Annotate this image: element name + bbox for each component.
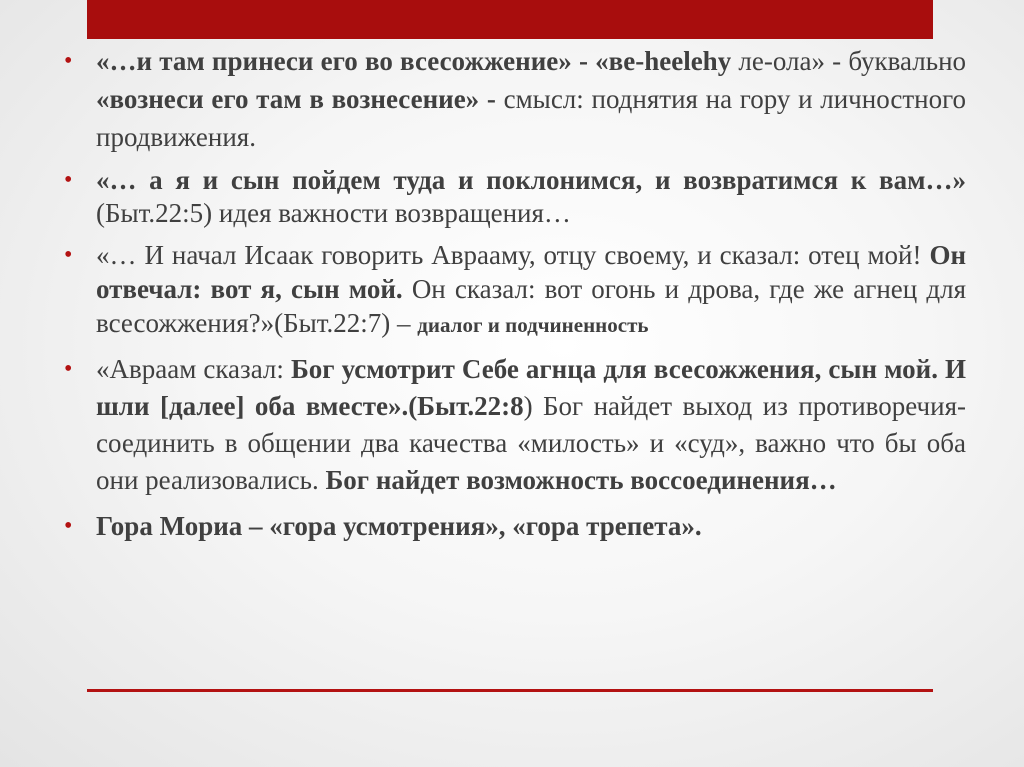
list-item [58, 351, 966, 499]
quote-bold: «вознеси его там в вознесение» - [96, 84, 496, 114]
bullet-list [58, 42, 966, 545]
bullet-dot-icon: • [64, 48, 73, 74]
emphasis-text: диалог и подчиненность [417, 313, 649, 337]
quote-bold: «…и там принеси его во всесожжение» - «ве-heelehy [96, 46, 732, 76]
list-item [58, 238, 966, 342]
body-text: (Быт.22:5) идея важности возвращения… [96, 198, 571, 228]
quote-bold: Бог усмотрит Себе агнца для всесожжения, сын мой. И шли [далее] оба вместе».(Быт.22:8 [96, 354, 966, 421]
body-text: смысл: поднятия на гору и личностного продвижения. [96, 84, 966, 152]
quote-bold: Гора Мориа – «гора усмотрения», «гора трепета». [96, 511, 702, 541]
bullet-dot-icon: • [64, 356, 73, 382]
quote-bold: Бог найдет возможность воссоединения… [325, 465, 837, 495]
body-text: «… И начал Исаак говорить Аврааму, отцу своему, и сказал: отец мой! [96, 240, 930, 270]
body-text: ) Бог найдет выход из противоречия- соединить в общении два качества «милость» и «суд», важно что бы оба они реализовались. [96, 391, 966, 495]
list-item [58, 42, 966, 156]
quote-bold: Он отвечал: вот я, сын мой. [96, 240, 966, 304]
top-accent-bar [87, 0, 933, 39]
bullet-dot-icon: • [64, 242, 73, 268]
list-item [58, 507, 966, 545]
quote-bold: «… а я и сын пойдем туда и поклонимся, и возвратимся к вам…» [96, 165, 966, 195]
bottom-rule [87, 689, 933, 692]
body-text: ле-ола» - буквально [731, 46, 967, 76]
body-text: «Авраам сказал: [96, 354, 291, 384]
slide-content [58, 42, 966, 553]
bullet-dot-icon: • [64, 167, 73, 193]
list-item [58, 164, 966, 230]
bullet-dot-icon: • [64, 513, 73, 539]
body-text: Он сказал: вот огонь и дрова, где же агнец для всесожжения?»(Быт.22:7) – [96, 274, 966, 338]
